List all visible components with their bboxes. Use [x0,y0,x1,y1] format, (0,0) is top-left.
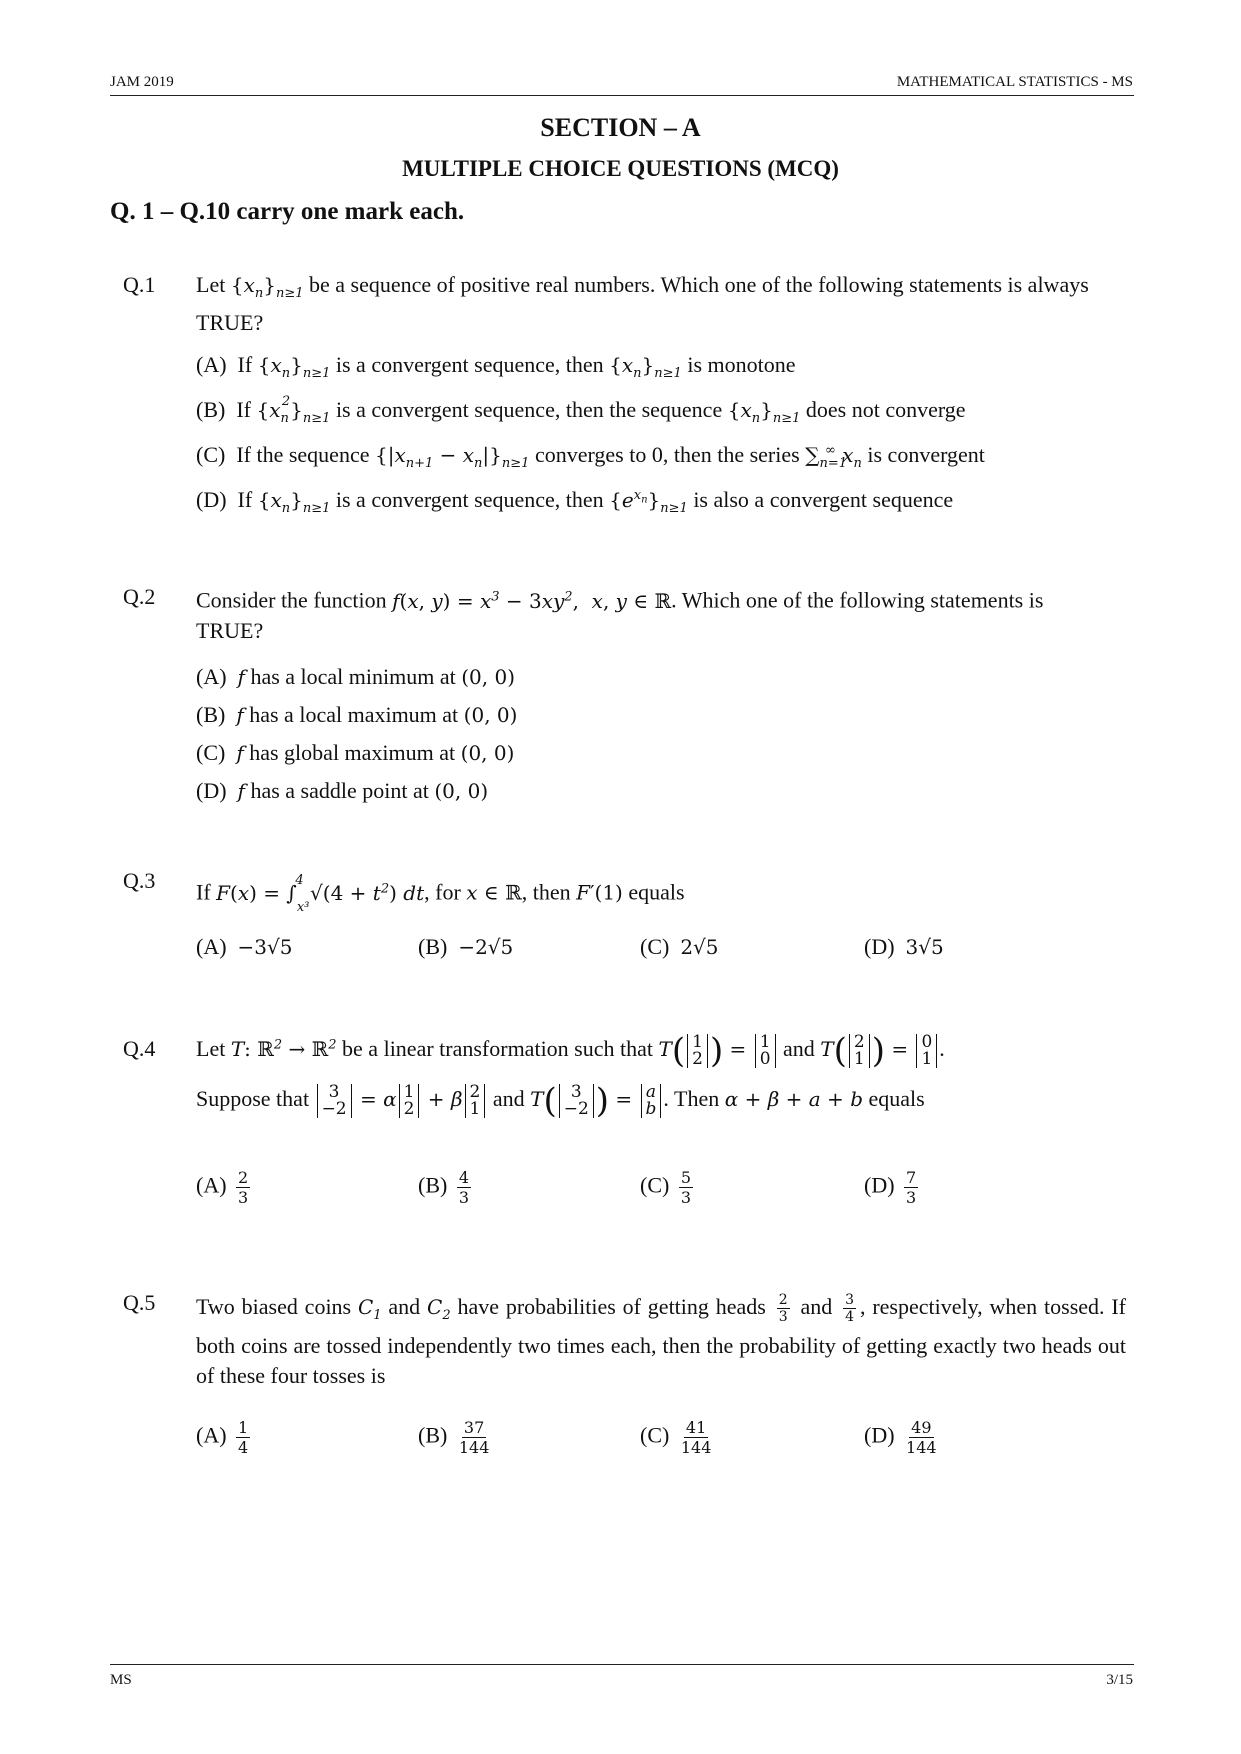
q2-option-a[interactable]: (A) f has a local minimum at (0, 0) [196,664,516,689]
footer-page-number: 3/15 [1106,1672,1133,1688]
q4-option-d[interactable]: (D) $\frac{7}{3}$ [864,1168,917,1207]
q3-stem: If $F(x) = \int_{x^3}^4$ $√(4 + t^2)$ dt, for x ∈ ℝ, then F′(1) equals [196,873,685,915]
q4-line2: Suppose that 3 −2 = α 1 2 + β 2 1 and T( 3 −2 ) = a b . Then α + β + a + b equals [196,1081,925,1121]
q1-option-b[interactable]: (B) If $\{x_n^2\}_{n\ge 1}$ is a convergent sequence, then the sequence $\{x_n\}_{n\ge 1}$ does not converge [196,394,966,426]
q3-option-c[interactable]: (C) 2√5 [640,934,719,959]
q2-option-c[interactable]: (C) f has global maximum at (0, 0) [196,740,515,765]
q4-option-c[interactable]: (C) $\frac{5}{3}$ [640,1168,692,1207]
q2-stem: Consider the function f(x, $y) = x^3 - 3xy^2$, x, y ∈ ℝ. Which one of the following statements is TRUE? [196,587,1044,643]
header-rule [110,95,1134,96]
q5-option-a[interactable]: (A) $\frac{1}{4}$ [196,1418,249,1457]
q5-option-d[interactable]: (D) $\frac{49}{144}$ [864,1418,937,1457]
section-subtitle: MULTIPLE CHOICE QUESTIONS (MCQ) [402,156,839,181]
marks-note: Q. 1 – Q.10 carry one mark each. [110,198,465,225]
footer-rule [110,1664,1134,1665]
q5-option-b[interactable]: (B) $\frac{37}{144}$ [418,1418,490,1457]
q2-option-d[interactable]: (D) f has a saddle point at (0, 0) [196,778,489,803]
q4-option-a[interactable]: (A) $\frac{2}{3}$ [196,1168,249,1207]
q1-option-d[interactable]: (D) If $\{x_n\}_{n\ge 1}$ is a convergent sequence, then $\{e^{x_n}\}_{n\ge 1}$ is also a convergent sequence [196,487,954,516]
footer-paper-code: MS [110,1672,132,1688]
q2-number: Q.2 [123,584,156,609]
q3-option-b[interactable]: (B) −2√5 [418,934,514,959]
q1-number: Q.1 [123,272,156,297]
q3-number: Q.3 [123,868,156,893]
section-title: SECTION – A [540,113,701,142]
q5-option-c[interactable]: (C) $\frac{41}{144}$ [640,1418,712,1457]
q1-stem: Let $\{x_n\}_{n\ge 1}$ be a sequence of positive real numbers. Which one of the following statements is always TRUE? [196,272,1089,335]
header-exam: JAM 2019 [110,74,174,90]
header-subject: MATHEMATICAL STATISTICS - MS [896,74,1133,90]
q4-number: Q.4 [123,1036,156,1061]
q5-stem: Two biased coins $C_1$ and $C_2$ have probabilities of getting heads $\frac{2}{3}$ and $\frac{3}{4}$ , respectively, when tossed. If both coins are tossed independently two times each, then the probability of getting exactly two heads out of these four tosses is [196,1292,1127,1388]
q1-option-c[interactable]: (C) If the sequence $\{|x_{n+1} - x_n|\}_{n\ge 1}$ converges to 0, then the series $\sum_{n=1}^\infty$ $x_n$ is convergent [196,442,985,471]
q4-option-b[interactable]: (B) $\frac{4}{3}$ [418,1168,470,1207]
q4-line1: Let T: ℝ$^2$ → ℝ$^2$ be a linear transformation such that T( 1 2 ) = 1 0 and T( 2 1 ) = 0 1 . [196,1031,945,1071]
q3-option-a[interactable]: (A) −3√5 [196,934,293,959]
q5-number: Q.5 [123,1290,156,1315]
q2-option-b[interactable]: (B) f has a local maximum at (0, 0) [196,702,518,727]
q1-option-a[interactable]: (A) If $\{x_n\}_{n\ge 1}$ is a convergent sequence, then $\{x_n\}_{n\ge 1}$ is monotone [196,352,796,381]
q3-option-d[interactable]: (D) 3√5 [864,934,944,959]
